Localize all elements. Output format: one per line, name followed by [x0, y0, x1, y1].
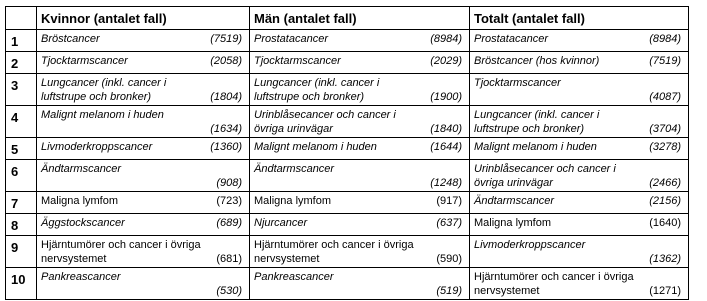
header-total: Totalt (antalet fall): [470, 7, 689, 30]
cell-men: [250, 192, 470, 214]
cell-women: [37, 106, 250, 138]
cancer-statistics-table: [5, 6, 689, 300]
cancer-type-label: Hjärntumörer och cancer i övriga nervsystemet: [254, 239, 414, 265]
rank-number: 8: [6, 214, 37, 236]
rank-number: 3: [6, 74, 37, 106]
case-count: (7519): [649, 55, 681, 67]
cancer-type-label: Tjocktarmscancer: [41, 55, 128, 67]
cell-women: [37, 160, 250, 192]
table-row: [6, 30, 689, 52]
case-count: (519): [436, 285, 462, 297]
cancer-type-label: Äggstockscancer: [41, 217, 125, 229]
header-men: Män (antalet fall): [250, 7, 470, 30]
rank-number: 1: [6, 30, 37, 52]
cancer-type-label: Lungcancer (inkl. cancer i luftstrupe och bronker): [474, 109, 600, 135]
case-count: (590): [436, 253, 462, 265]
cell-total: [470, 268, 689, 300]
cancer-type-label: Malignt melanom i huden: [474, 141, 597, 153]
cell-men: [250, 74, 470, 106]
case-count: (689): [216, 217, 242, 229]
case-count: (681): [216, 253, 242, 265]
cell-men: [250, 160, 470, 192]
case-count: (7519): [210, 33, 242, 45]
case-count: (2029): [430, 55, 462, 67]
cancer-type-label: Livmoderkroppscancer: [474, 239, 586, 251]
cell-men: [250, 214, 470, 236]
cell-women: [37, 30, 250, 52]
header-women: Kvinnor (antalet fall): [37, 7, 250, 30]
cancer-type-label: Hjärntumörer och cancer i övriga nervsystemet: [41, 239, 201, 265]
cell-women: [37, 236, 250, 268]
cell-women: [37, 192, 250, 214]
case-count: (8984): [430, 33, 462, 45]
rank-number: 2: [6, 52, 37, 74]
case-count: (530): [216, 285, 242, 297]
table-row: [6, 106, 689, 138]
case-count: (8984): [649, 33, 681, 45]
cancer-type-label: Prostatacancer: [474, 33, 548, 45]
cancer-type-label: Maligna lymfom: [474, 217, 552, 229]
case-count: (3704): [649, 123, 681, 135]
cell-total: [470, 138, 689, 160]
cell-women: [37, 52, 250, 74]
case-count: (1900): [430, 91, 462, 103]
cell-women: [37, 214, 250, 236]
cancer-type-label: Ändtarmscancer: [41, 163, 122, 175]
table-row: [6, 214, 689, 236]
cancer-type-label: Tjocktarmscancer: [474, 77, 561, 89]
cancer-type-label: Ändtarmscancer: [474, 195, 555, 207]
cell-total: [470, 214, 689, 236]
case-count: (637): [436, 217, 462, 229]
table-row: [6, 236, 689, 268]
cell-total: [470, 52, 689, 74]
cell-men: [250, 138, 470, 160]
cancer-type-label: Maligna lymfom: [254, 195, 332, 207]
cell-total: [470, 160, 689, 192]
cancer-type-label: Pankreascancer: [41, 271, 121, 283]
case-count: (2466): [649, 177, 681, 189]
cancer-type-label: Tjocktarmscancer: [254, 55, 341, 67]
rank-number: 10: [6, 268, 37, 300]
cancer-type-label: Ändtarmscancer: [254, 163, 335, 175]
case-count: (2058): [210, 55, 242, 67]
case-count: (1634): [210, 123, 242, 135]
case-count: (1804): [210, 91, 242, 103]
cancer-type-label: Prostatacancer: [254, 33, 328, 45]
cell-men: [250, 268, 470, 300]
case-count: (2156): [649, 195, 681, 207]
table-row: [6, 268, 689, 300]
cancer-type-label: Malignt melanom i huden: [254, 141, 377, 153]
rank-number: 9: [6, 236, 37, 268]
case-count: (1640): [649, 217, 681, 229]
case-count: (723): [216, 195, 242, 207]
header-row: [6, 7, 689, 30]
table-row: [6, 74, 689, 106]
cell-total: [470, 74, 689, 106]
table-row: [6, 52, 689, 74]
rank-number: 4: [6, 106, 37, 138]
case-count: (3278): [649, 141, 681, 153]
cell-men: [250, 30, 470, 52]
cancer-type-label: Urinblåsecancer och cancer i övriga urinvägar: [474, 163, 616, 189]
cancer-type-label: Livmoderkroppscancer: [41, 141, 153, 153]
cancer-type-label: Njurcancer: [254, 217, 308, 229]
cell-women: [37, 74, 250, 106]
rank-number: 7: [6, 192, 37, 214]
cancer-type-label: Lungcancer (inkl. cancer i luftstrupe och bronker): [41, 77, 167, 103]
rank-number: 5: [6, 138, 37, 160]
case-count: (1360): [210, 141, 242, 153]
case-count: (4087): [649, 91, 681, 103]
case-count: (1271): [649, 285, 681, 297]
table-row: [6, 192, 689, 214]
cell-women: [37, 268, 250, 300]
cancer-type-label: Bröstcancer (hos kvinnor): [474, 55, 600, 67]
rank-header: [6, 7, 37, 30]
cell-women: [37, 138, 250, 160]
cell-men: [250, 52, 470, 74]
cell-total: [470, 236, 689, 268]
cell-men: [250, 106, 470, 138]
case-count: (1840): [430, 123, 462, 135]
cancer-type-label: Pankreascancer: [254, 271, 334, 283]
cancer-type-label: Malignt melanom i huden: [41, 109, 164, 121]
cell-total: [470, 106, 689, 138]
cancer-type-label: Maligna lymfom: [41, 195, 119, 207]
cell-total: [470, 192, 689, 214]
cancer-type-label: Urinblåsecancer och cancer i övriga urinvägar: [254, 109, 396, 135]
cancer-type-label: Bröstcancer: [41, 33, 100, 45]
cell-men: [250, 236, 470, 268]
table-row: [6, 138, 689, 160]
rank-number: 6: [6, 160, 37, 192]
case-count: (1644): [430, 141, 462, 153]
case-count: (917): [436, 195, 462, 207]
cancer-type-label: Hjärntumörer och cancer i övriga nervsystemet: [474, 271, 634, 297]
cancer-type-label: Lungcancer (inkl. cancer i luftstrupe och bronker): [254, 77, 380, 103]
case-count: (1248): [430, 177, 462, 189]
case-count: (1362): [649, 253, 681, 265]
case-count: (908): [216, 177, 242, 189]
cell-total: [470, 30, 689, 52]
table-row: [6, 160, 689, 192]
